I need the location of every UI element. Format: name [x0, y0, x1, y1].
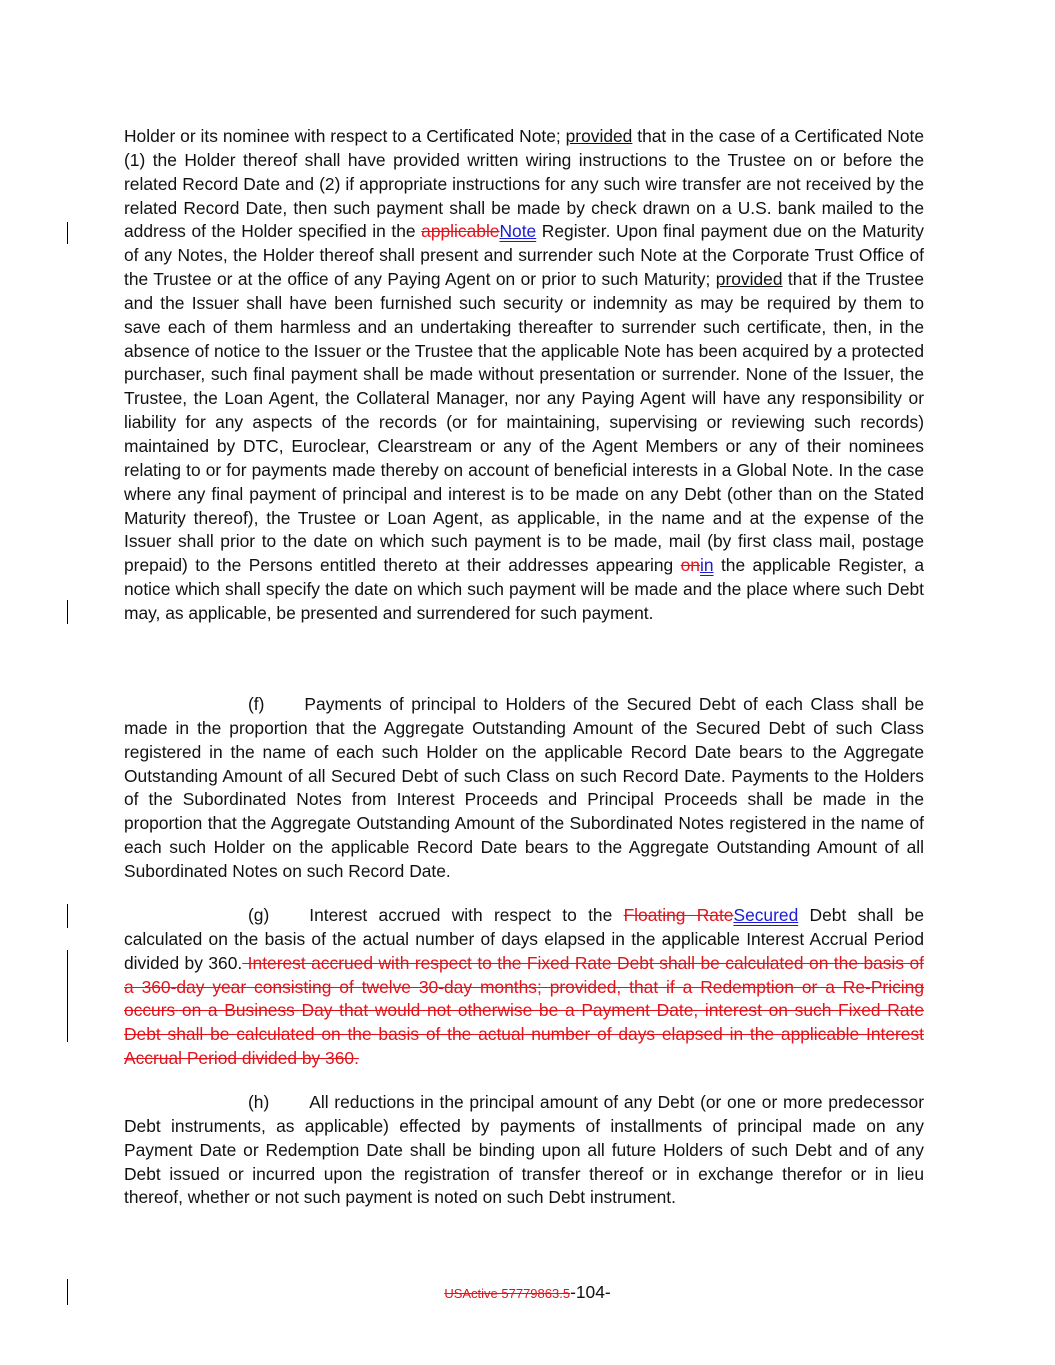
paragraph-payment-terms	[124, 125, 924, 626]
paragraph-h	[124, 1091, 924, 1210]
text-run: that if the Trustee and the Issuer shall have been furnished such security or indemnity as may be required by them to save each of them harmless and an undertaking thereafter to surrender such certificate, then, in the absence of notice to the Issuer or the Trustee that the applicable Note has been acquired by a protected purchaser, such final payment shall be made without presentation or surrender. None of the Issuer, the Trustee, the Loan Agent, the Collateral Manager, nor any Paying Agent will have any responsibility or liability for any aspects of the records (or for maintaining, supervising or reviewing such records) maintained by DTC, Euroclear, Clearstream or any of the Agent Members or any of their nominees relating to or for payments made thereby on account of beneficial interests in a Global Note. In the case where any final payment of principal and interest is to be made on any Debt (other than on the Stated Maturity thereof), the Trustee or Loan Agent, as applicable, in the name and at the expense of the Issuer shall prior to the date on which such payment is to be made, mail (by first class mail, postage prepaid) to the Persons entitled thereto at their addresses appearing	[124, 269, 924, 576]
deleted-text: Interest accrued with respect to the Fixed Rate Debt shall be calculated on the basis of a 360-day year consisting of twelve 30-day months; provided, that if a Redemption or a Re-Pricing occurs on a Business Day that would not otherwise be a Payment Date, interest on such Fixed Rate Debt shall be calculated on the basis of the actual number of days elapsed in the applicable Interest Accrual Period divided by 360.	[124, 952, 924, 1069]
change-bar	[67, 222, 68, 244]
text-run: Register. Upon final payment due on the Maturity of any Notes, the Holder thereof shall present and surrender such Note at the Corporate Trust Office of the Trustee or at the office of any Paying Agent on or prior to such Maturity;	[124, 221, 924, 290]
clause-label: (f)	[248, 694, 265, 714]
deleted-text: Floating Rate	[623, 905, 734, 925]
page-footer	[0, 1281, 1055, 1305]
deleted-text: on	[680, 555, 700, 576]
paragraph-g	[124, 904, 924, 1071]
text-run: that in the case of a Certificated Note (1) the Holder thereof shall have provided written wiring instructions to the Trustee on or before the related Record Date and (2) if appropriate instructions for any such wire transfer are not received by the related Record Date, then such payment shall be made by check drawn on a U.S. bank mailed to the address of the Holder specified in the	[124, 126, 924, 242]
change-bar	[67, 950, 68, 1042]
paragraph-f	[124, 693, 924, 884]
provided-term: provided	[565, 126, 633, 146]
page-number: -104-	[570, 1282, 611, 1302]
text-run: Interest accrued with respect to the	[309, 905, 624, 925]
text-run: Holder or its nominee with respect to a Certificated Note;	[124, 126, 566, 146]
text-run: All reductions in the principal amount of any Debt (or one or more predecessor Debt instruments, as applicable) effected by payments of installments of principal made on any Payment Date or Redemption Date shall be binding upon all future Holders of such Debt and of any Debt issued or incurred upon the registration of transfer thereof or in exchange therefor or in lieu thereof, whether or not such payment is noted on such Debt instrument.	[124, 1092, 924, 1208]
clause-label: (g)	[248, 905, 270, 925]
document-id: USActive 57779863.5	[444, 1286, 571, 1301]
change-bar	[67, 904, 68, 928]
change-bar	[67, 600, 68, 624]
text-run: Payments of principal to Holders of the Secured Debt of each Class shall be made in the proportion that the Aggregate Outstanding Amount of the Secured Debt of such Class registered in the name of each such Holder on the applicable Record Date bears to the Aggregate Outstanding Amount of all Secured Debt of such Class on such Record Date. Payments to the Holders of the Subordinated Notes from Interest Proceeds and Principal Proceeds shall be made in the proportion that the Aggregate Outstanding Amount of the Subordinated Notes registered in the name of each such Holder on the applicable Record Date bears to the Aggregate Outstanding Amount of all Subordinated Notes on such Record Date.	[124, 694, 924, 881]
inserted-text: Secured	[733, 905, 799, 925]
provided-term: provided	[715, 269, 783, 290]
deleted-text: applicable	[421, 221, 500, 242]
inserted-text: Note	[499, 221, 537, 242]
text-run: Debt shall be calculated on the basis of the actual number of days elapsed in the applicable Interest Accrual Period divided by 360.	[124, 905, 924, 973]
text-run: the applicable Register, a notice which shall specify the date on which such payment will be made and the place where such Debt may, as applicable, be presented and surrendered for such payment.	[124, 555, 925, 623]
clause-label: (h)	[248, 1092, 270, 1112]
inserted-text: in	[699, 555, 714, 576]
